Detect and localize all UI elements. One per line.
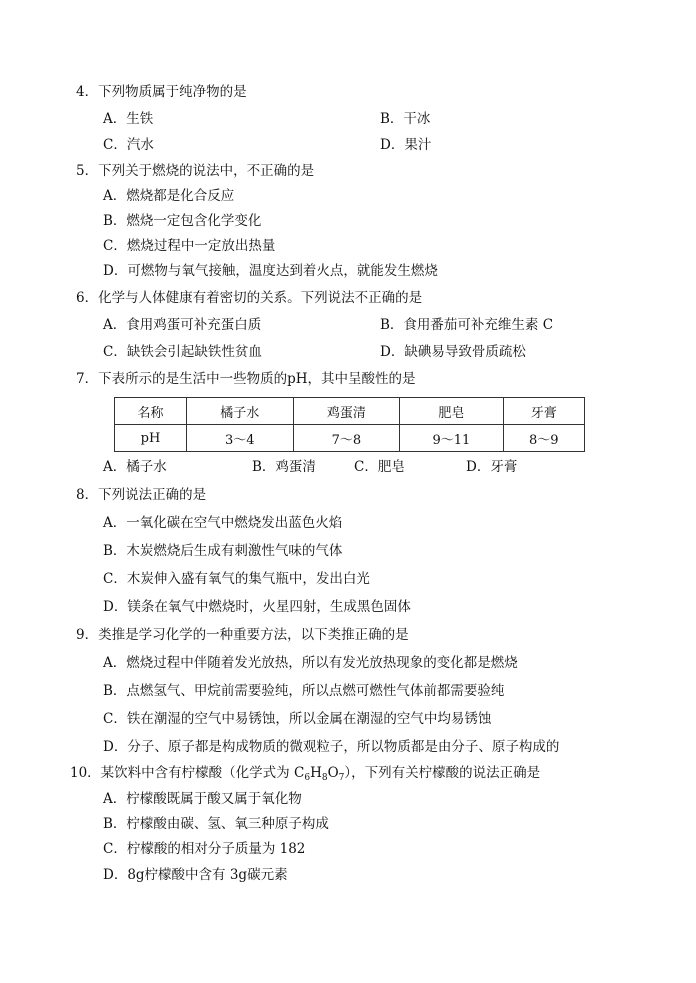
q4-option-b: B．干冰 xyxy=(380,111,431,127)
q4-option-a: A．生铁 xyxy=(103,111,154,127)
q6-option-c: C．缺铁会引起缺铁性贫血 xyxy=(103,344,262,360)
ph-table-value-row xyxy=(115,425,585,452)
ph-table-header-cell: 鸡蛋清 xyxy=(293,398,400,425)
q6-option-b: B．食用番茄可补充维生素 C xyxy=(380,317,554,333)
ph-table-header-cell: 肥皂 xyxy=(400,398,503,425)
q9-option-b: B．点燃氢气、甲烷前需要验纯，所以点燃可燃性气体前都需要验纯 xyxy=(103,683,505,699)
citric-acid-formula xyxy=(294,765,344,781)
ph-table-cell: 3～4 xyxy=(186,425,293,452)
q10-option-c: C．柠檬酸的相对分子质量为 182 xyxy=(103,841,306,857)
q4-option-c: C．汽水 xyxy=(103,137,154,153)
q7-option-a: A．橘子水 xyxy=(103,459,167,475)
question-10-stem xyxy=(70,764,540,782)
q10-stem-end: ），下列有关柠檬酸的说法正确是 xyxy=(344,765,541,781)
ph-table-cell: 9～11 xyxy=(400,425,503,452)
q10-option-d: D．8g柠檬酸中含有 3g碳元素 xyxy=(103,867,288,883)
question-8-stem: 8．下列说法正确的是 xyxy=(76,487,207,503)
q9-option-a: A．燃烧过程中伴随着发光放热，所以有发光放热现象的变化都是燃烧 xyxy=(103,655,518,671)
formula-subscript-h: 8 xyxy=(321,773,328,783)
q8-option-a: A．一氧化碳在空气中燃烧发出蓝色火焰 xyxy=(103,515,343,531)
ph-table-header-cell: 名称 xyxy=(115,398,187,425)
question-7-stem: 7．下表所示的是生活中一些物质的pH，其中呈酸性的是 xyxy=(76,371,416,387)
q10-option-b: B．柠檬酸由碳、氢、氧三种原子构成 xyxy=(103,816,329,832)
ph-table-header-row xyxy=(115,398,585,425)
q9-option-d: D．分子、原子都是构成物质的微观粒子，所以物质都是由分子、原子构成的 xyxy=(103,739,560,755)
q7-option-b: B．鸡蛋清 xyxy=(252,459,316,475)
question-5-stem: 5．下列关于燃烧的说法中，不正确的是 xyxy=(76,163,315,179)
formula-element-c: C xyxy=(293,765,305,781)
formula-element-h: H xyxy=(310,765,322,781)
question-9-stem: 9．类推是学习化学的一种重要方法，以下类推正确的是 xyxy=(76,627,409,643)
q8-option-b: B．木炭燃烧后生成有刺激性气味的气体 xyxy=(103,543,343,559)
q7-option-d: D．牙膏 xyxy=(466,459,518,475)
q10-stem-start: 10．某饮料中含有柠檬酸（化学式为 xyxy=(70,765,294,781)
ph-table-cell: pH xyxy=(115,425,187,452)
question-6-stem: 6．化学与人体健康有着密切的关系。下列说法不正确的是 xyxy=(76,290,423,306)
q5-option-a: A．燃烧都是化合反应 xyxy=(103,188,235,204)
ph-table-header-cell: 橘子水 xyxy=(186,398,293,425)
ph-table-header-cell: 牙膏 xyxy=(503,398,584,425)
ph-table-cell: 7～8 xyxy=(293,425,400,452)
formula-subscript-o: 7 xyxy=(338,773,345,783)
ph-table xyxy=(114,397,585,452)
q7-option-c: C．肥皂 xyxy=(354,459,405,475)
q10-option-a: A．柠檬酸既属于酸又属于氧化物 xyxy=(103,791,302,807)
q5-option-d: D．可燃物与氧气接触，温度达到着火点，就能发生燃烧 xyxy=(103,263,438,279)
formula-subscript-c: 6 xyxy=(304,773,311,783)
q4-option-d: D．果汁 xyxy=(380,137,432,153)
q8-option-c: C．木炭伸入盛有氧气的集气瓶中，发出白光 xyxy=(103,571,370,587)
q6-option-d: D．缺碘易导致骨质疏松 xyxy=(380,344,526,360)
q8-option-d: D．镁条在氧气中燃烧时，火星四射，生成黑色固体 xyxy=(103,599,411,615)
question-4-stem: 4．下列物质属于纯净物的是 xyxy=(76,84,247,100)
q6-option-a: A．食用鸡蛋可补充蛋白质 xyxy=(103,317,262,333)
q5-option-b: B．燃烧一定包含化学变化 xyxy=(103,213,262,229)
q5-option-c: C．燃烧过程中一定放出热量 xyxy=(103,238,276,254)
formula-element-o: O xyxy=(327,765,339,781)
q9-option-c: C．铁在潮湿的空气中易锈蚀，所以金属在潮湿的空气中均易锈蚀 xyxy=(103,711,492,727)
ph-table-cell: 8～9 xyxy=(503,425,584,452)
